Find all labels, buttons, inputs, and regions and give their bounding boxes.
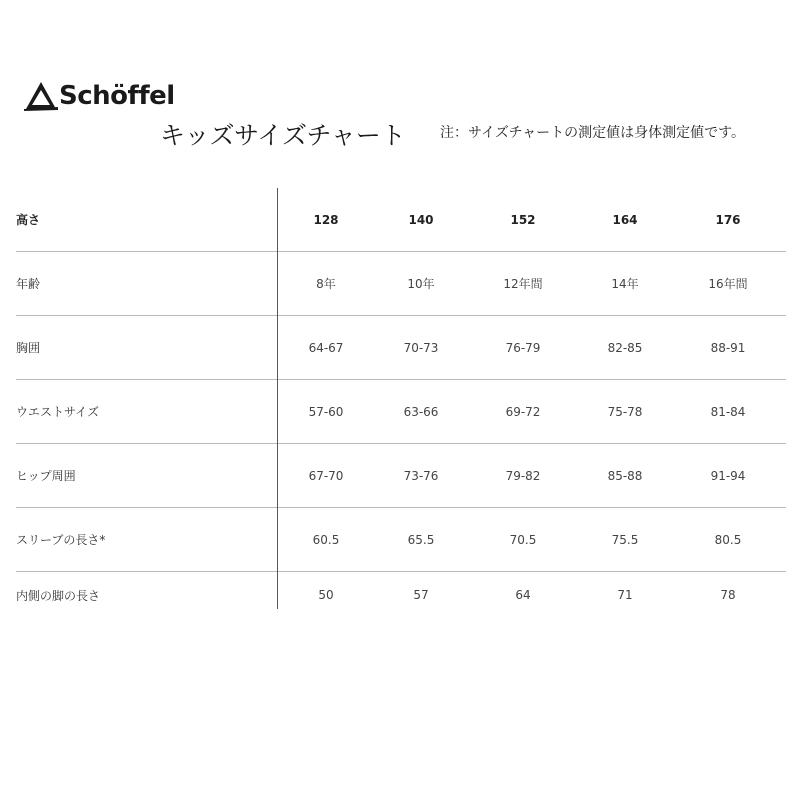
- table-row: [16, 380, 786, 444]
- table-row: [16, 252, 786, 316]
- table-cell: 71: [617, 588, 633, 602]
- table-cell: 50: [318, 588, 334, 602]
- table-cell: 88-91: [710, 340, 746, 355]
- table-cell: 64: [515, 588, 531, 602]
- table-cell: 79-82: [505, 468, 541, 483]
- table-cell: 80.5: [714, 532, 742, 547]
- table-cell: 64-67: [308, 340, 344, 355]
- table-cell: 85-88: [607, 468, 643, 483]
- table-cell: 76-79: [505, 340, 541, 355]
- table-cell: 8年: [316, 277, 336, 291]
- table-row: [16, 508, 786, 572]
- table-cell: 16年間: [708, 277, 748, 291]
- brand-name: Schöffel: [59, 81, 175, 111]
- table-cell: 14年: [611, 277, 639, 291]
- row-label: 胸囲: [16, 341, 41, 355]
- mountain-triangle-icon: [24, 79, 58, 113]
- row-label: 年齢: [16, 277, 41, 291]
- measurement-note: 注：サイズチャートの測定値は身体測定値です。: [440, 125, 746, 141]
- header-cell: 140: [408, 212, 434, 227]
- table-cell: 91-94: [710, 468, 746, 483]
- table-row: [16, 316, 786, 380]
- table-cell: 63-66: [403, 404, 439, 419]
- table-cell: 69-72: [505, 404, 541, 419]
- row-label: ウエストサイズ: [16, 405, 100, 419]
- table-cell: 67-70: [308, 468, 344, 483]
- table-cell: 57: [413, 588, 429, 602]
- table-cell: 75.5: [611, 532, 639, 547]
- table-cell: 82-85: [607, 340, 643, 355]
- row-label: スリーブの長さ*: [16, 533, 106, 547]
- size-chart-table: [16, 188, 786, 618]
- table-cell: 78: [720, 588, 736, 602]
- header-cell: 128: [313, 212, 339, 227]
- header-label: 高さ: [16, 213, 41, 227]
- table-cell: 10年: [407, 277, 435, 291]
- table-cell: 75-78: [607, 404, 643, 419]
- table-cell: 81-84: [710, 404, 746, 419]
- row-label: ヒップ周囲: [16, 469, 76, 483]
- table-cell: 70-73: [403, 340, 439, 355]
- table-cell: 60.5: [312, 532, 340, 547]
- table-row: [16, 444, 786, 508]
- table-cell: 57-60: [308, 404, 344, 419]
- brand-logo: [24, 76, 175, 116]
- table-cell: 12年間: [503, 277, 543, 291]
- table-cell: 73-76: [403, 468, 439, 483]
- header-cell: 176: [715, 212, 741, 227]
- column-divider: [277, 188, 278, 609]
- table-cell: 70.5: [509, 532, 537, 547]
- header-cell: 164: [612, 212, 638, 227]
- table-header-row: [16, 188, 786, 252]
- table-row: [16, 572, 786, 618]
- row-label: 内側の脚の長さ: [16, 588, 101, 603]
- table-cell: 65.5: [407, 532, 435, 547]
- page-title: キッズサイズチャート: [160, 121, 406, 150]
- header-cell: 152: [510, 212, 536, 227]
